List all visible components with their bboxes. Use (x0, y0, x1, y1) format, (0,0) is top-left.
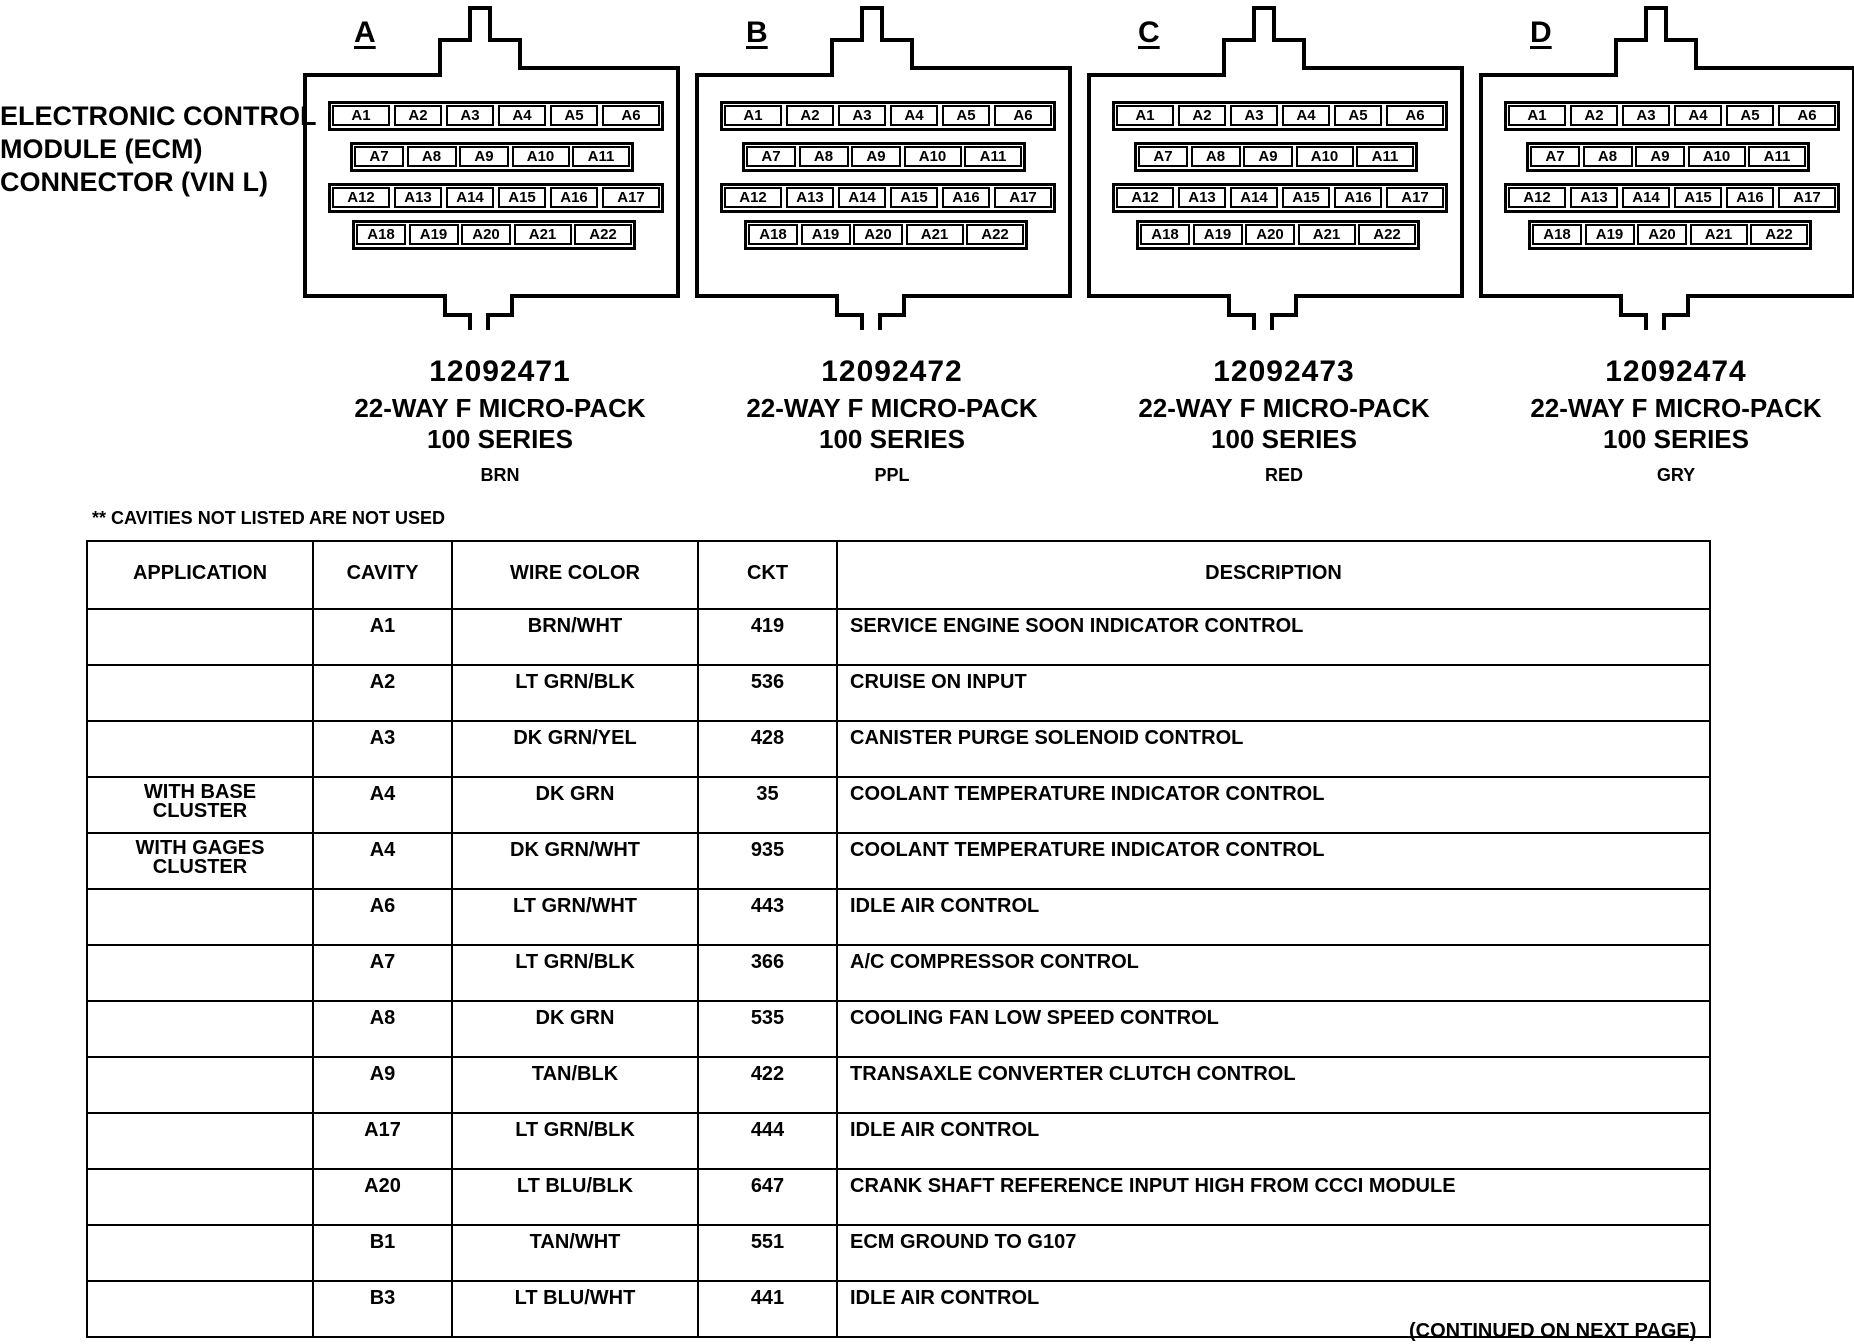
connector-series: 100 SERIES (1211, 424, 1357, 454)
cell-description: CRUISE ON INPUT (837, 665, 1710, 721)
cell-description: TRANSAXLE CONVERTER CLUTCH CONTROL (837, 1057, 1710, 1113)
header-description: DESCRIPTION (837, 541, 1710, 609)
table-row (87, 889, 1710, 945)
pin-cavity: A4 (1674, 105, 1722, 126)
pin-cavity: A15 (1674, 187, 1722, 208)
pin-cavity: A10 (1688, 146, 1746, 167)
pin-cavity: A21 (514, 224, 572, 245)
cell-ckt: 428 (698, 721, 837, 777)
pin-cavity: A6 (994, 105, 1052, 126)
pin-cavity: A7 (1530, 146, 1580, 167)
pin-cavity: A8 (407, 146, 457, 167)
application-line: CLUSTER (152, 800, 248, 822)
cell-application (87, 665, 313, 721)
cell-wire-color: LT GRN/WHT (452, 889, 698, 945)
pin-cavity: A19 (409, 224, 459, 245)
pin-cavity: A4 (890, 105, 938, 126)
pin-cavity: A3 (1622, 105, 1670, 126)
part-number: 12092473 (1213, 355, 1355, 388)
pin-cavity: A3 (446, 105, 494, 126)
pin-cavity: A22 (1750, 224, 1808, 245)
pin-cavity: A19 (801, 224, 851, 245)
table-row (87, 721, 1710, 777)
connector-color: PPL (874, 465, 910, 485)
pin-cavity: A13 (394, 187, 442, 208)
cell-cavity: A4 (313, 833, 452, 889)
pin-cavity: A13 (786, 187, 834, 208)
connector-description: 22-WAY F MICRO-PACK (1138, 393, 1430, 423)
cell-description: CANISTER PURGE SOLENOID CONTROL (837, 721, 1710, 777)
pin-cavity: A13 (1178, 187, 1226, 208)
cell-wire-color: TAN/BLK (452, 1057, 698, 1113)
application-line: WITH BASE (143, 781, 257, 803)
pin-cavity: A9 (1635, 146, 1685, 167)
cell-wire-color: DK GRN/WHT (452, 833, 698, 889)
pin-cavity: A9 (851, 146, 901, 167)
pin-cavity: A20 (1637, 224, 1687, 245)
cell-application (87, 1169, 313, 1225)
connector-a (300, 0, 700, 490)
pin-cavity: A19 (1585, 224, 1635, 245)
cell-description: COOLANT TEMPERATURE INDICATOR CONTROL (837, 833, 1710, 889)
pin-cavity: A18 (1140, 224, 1190, 245)
cell-ckt: 935 (698, 833, 837, 889)
connector-description: 22-WAY F MICRO-PACK (354, 393, 646, 423)
table-row (87, 1169, 1710, 1225)
cell-cavity: B1 (313, 1225, 452, 1281)
pin-cavity: A2 (394, 105, 442, 126)
pin-cavity: A8 (1583, 146, 1633, 167)
cell-description: IDLE AIR CONTROL (837, 1113, 1710, 1169)
cell-cavity: A8 (313, 1001, 452, 1057)
pin-cavity: A14 (446, 187, 494, 208)
cell-ckt: 422 (698, 1057, 837, 1113)
header-ckt: CKT (698, 541, 837, 609)
pin-cavity: A3 (1230, 105, 1278, 126)
pin-cavity: A18 (1532, 224, 1582, 245)
pin-cavity: A1 (332, 105, 390, 126)
cell-description: A/C COMPRESSOR CONTROL (837, 945, 1710, 1001)
table-row (87, 665, 1710, 721)
cell-application (87, 1001, 313, 1057)
part-number: 12092472 (821, 355, 963, 388)
cell-wire-color: BRN/WHT (452, 609, 698, 665)
cell-cavity: A20 (313, 1169, 452, 1225)
cell-ckt: 443 (698, 889, 837, 945)
cell-cavity: A17 (313, 1113, 452, 1169)
pin-cavity: A17 (1386, 187, 1444, 208)
pin-cavity: A8 (1191, 146, 1241, 167)
pin-cavity: A7 (1138, 146, 1188, 167)
cell-application (87, 609, 313, 665)
pin-cavity: A10 (904, 146, 962, 167)
pin-cavity: A5 (1334, 105, 1382, 126)
pin-cavity: A10 (1296, 146, 1354, 167)
pin-cavity: A21 (906, 224, 964, 245)
pin-cavity: A16 (942, 187, 990, 208)
cell-application (87, 1057, 313, 1113)
connector-letter: B (746, 16, 768, 49)
cell-application (87, 1281, 313, 1337)
pin-cavity: A21 (1690, 224, 1748, 245)
cell-ckt: 536 (698, 665, 837, 721)
pin-cavity: A11 (1356, 146, 1414, 167)
cell-wire-color: LT BLU/WHT (452, 1281, 698, 1337)
cell-ckt: 444 (698, 1113, 837, 1169)
cell-ckt: 366 (698, 945, 837, 1001)
pin-cavity: A10 (512, 146, 570, 167)
cell-application (87, 1225, 313, 1281)
table-row (87, 1057, 1710, 1113)
module-label (0, 100, 317, 199)
pin-cavity: A6 (1778, 105, 1836, 126)
connector-series: 100 SERIES (427, 424, 573, 454)
connector-b (692, 0, 1092, 490)
cell-application (87, 777, 313, 833)
cell-cavity: A1 (313, 609, 452, 665)
table-row (87, 609, 1710, 665)
pin-cavity: A7 (354, 146, 404, 167)
cell-cavity: B3 (313, 1281, 452, 1337)
pin-cavity: A11 (572, 146, 630, 167)
pin-cavity: A16 (550, 187, 598, 208)
pin-cavity: A18 (356, 224, 406, 245)
connector-description: 22-WAY F MICRO-PACK (746, 393, 1038, 423)
cell-wire-color: LT GRN/BLK (452, 665, 698, 721)
pin-cavity: A22 (966, 224, 1024, 245)
pin-cavity: A22 (1358, 224, 1416, 245)
pin-cavity: A20 (1245, 224, 1295, 245)
cell-description: CRANK SHAFT REFERENCE INPUT HIGH FROM CCCI MODULE (837, 1169, 1710, 1225)
pin-cavity: A19 (1193, 224, 1243, 245)
continued-note: (CONTINUED ON NEXT PAGE) (1409, 1320, 1697, 1342)
pin-cavity: A14 (838, 187, 886, 208)
table-row (87, 833, 1710, 889)
pin-cavity: A14 (1230, 187, 1278, 208)
pin-cavity: A16 (1726, 187, 1774, 208)
pin-cavity: A6 (602, 105, 660, 126)
pin-cavity: A11 (964, 146, 1022, 167)
connector-series: 100 SERIES (1603, 424, 1749, 454)
pin-cavity: A9 (459, 146, 509, 167)
pin-cavity: A20 (461, 224, 511, 245)
connector-description: 22-WAY F MICRO-PACK (1530, 393, 1822, 423)
cell-ckt: 551 (698, 1225, 837, 1281)
cell-description: COOLANT TEMPERATURE INDICATOR CONTROL (837, 777, 1710, 833)
cell-description: ECM GROUND TO G107 (837, 1225, 1710, 1281)
pin-cavity: A7 (746, 146, 796, 167)
cell-application (87, 889, 313, 945)
cell-description: SERVICE ENGINE SOON INDICATOR CONTROL (837, 609, 1710, 665)
cell-cavity: A7 (313, 945, 452, 1001)
cell-wire-color: DK GRN (452, 777, 698, 833)
cell-application (87, 945, 313, 1001)
pin-cavity: A22 (574, 224, 632, 245)
table-row (87, 1225, 1710, 1281)
module-label-line: MODULE (ECM) (0, 134, 203, 164)
cell-cavity: A6 (313, 889, 452, 945)
part-number: 12092471 (429, 355, 571, 388)
pin-cavity: A2 (1570, 105, 1618, 126)
pin-cavity: A17 (994, 187, 1052, 208)
table-row (87, 777, 1710, 833)
pin-cavity: A1 (1116, 105, 1174, 126)
connector-series: 100 SERIES (819, 424, 965, 454)
pin-cavity: A9 (1243, 146, 1293, 167)
pin-cavity: A16 (1334, 187, 1382, 208)
header-application: APPLICATION (87, 541, 313, 609)
cell-cavity: A4 (313, 777, 452, 833)
pin-cavity: A15 (1282, 187, 1330, 208)
cell-cavity: A2 (313, 665, 452, 721)
cell-cavity: A3 (313, 721, 452, 777)
pin-cavity: A12 (1116, 187, 1174, 208)
pin-cavity: A14 (1622, 187, 1670, 208)
pin-cavity: A2 (786, 105, 834, 126)
connector-color: GRY (1656, 465, 1696, 485)
pin-cavity: A4 (1282, 105, 1330, 126)
table-row (87, 1113, 1710, 1169)
connector-letter: D (1530, 16, 1552, 49)
unused-cavities-note: ** CAVITIES NOT LISTED ARE NOT USED (92, 508, 446, 528)
cell-description: IDLE AIR CONTROL (837, 889, 1710, 945)
cell-ckt: 419 (698, 609, 837, 665)
table-row (87, 1001, 1710, 1057)
header-wire-color: WIRE COLOR (452, 541, 698, 609)
cell-ckt: 535 (698, 1001, 837, 1057)
header-cavity: CAVITY (313, 541, 452, 609)
pin-cavity: A5 (1726, 105, 1774, 126)
pin-cavity: A2 (1178, 105, 1226, 126)
cell-application (87, 833, 313, 889)
pin-cavity: A8 (799, 146, 849, 167)
pin-cavity: A1 (724, 105, 782, 126)
application-line: CLUSTER (152, 856, 248, 878)
cell-wire-color: DK GRN (452, 1001, 698, 1057)
pin-cavity: A15 (498, 187, 546, 208)
cell-description: COOLING FAN LOW SPEED CONTROL (837, 1001, 1710, 1057)
pin-cavity: A18 (748, 224, 798, 245)
table-row (87, 945, 1710, 1001)
cell-wire-color: LT GRN/BLK (452, 1113, 698, 1169)
pin-cavity: A17 (602, 187, 660, 208)
connector-c (1084, 0, 1484, 490)
cell-wire-color: LT BLU/BLK (452, 1169, 698, 1225)
pin-cavity: A3 (838, 105, 886, 126)
pin-cavity: A11 (1748, 146, 1806, 167)
application-line: WITH GAGES (135, 837, 265, 859)
cell-wire-color: LT GRN/BLK (452, 945, 698, 1001)
connector-letter: C (1138, 16, 1160, 49)
connector-color: RED (1264, 465, 1303, 485)
pin-cavity: A12 (1508, 187, 1566, 208)
pin-cavity: A5 (942, 105, 990, 126)
pin-cavity: A4 (498, 105, 546, 126)
pin-cavity: A12 (332, 187, 390, 208)
table-header-row (87, 541, 1710, 609)
cell-ckt: 647 (698, 1169, 837, 1225)
cell-wire-color: DK GRN/YEL (452, 721, 698, 777)
cell-wire-color: TAN/WHT (452, 1225, 698, 1281)
module-label-line: ELECTRONIC CONTROL (0, 101, 317, 131)
cell-cavity: A9 (313, 1057, 452, 1113)
pin-cavity: A17 (1778, 187, 1836, 208)
connector-d (1476, 0, 1854, 490)
pin-cavity: A6 (1386, 105, 1444, 126)
pin-cavity: A21 (1298, 224, 1356, 245)
cell-application (87, 721, 313, 777)
module-label-line: CONNECTOR (VIN L) (0, 167, 268, 197)
pin-cavity: A20 (853, 224, 903, 245)
connector-letter: A (354, 16, 376, 49)
cavity-table (86, 540, 1711, 1338)
pin-cavity: A5 (550, 105, 598, 126)
cell-ckt: 35 (698, 777, 837, 833)
pin-cavity: A15 (890, 187, 938, 208)
cell-description: IDLE AIR CONTROL (837, 1281, 1710, 1337)
pin-cavity: A13 (1570, 187, 1618, 208)
pin-cavity: A1 (1508, 105, 1566, 126)
cell-application (87, 1113, 313, 1169)
cell-ckt: 441 (698, 1281, 837, 1337)
pin-cavity: A12 (724, 187, 782, 208)
connector-color: BRN (480, 465, 520, 485)
part-number: 12092474 (1605, 355, 1747, 388)
